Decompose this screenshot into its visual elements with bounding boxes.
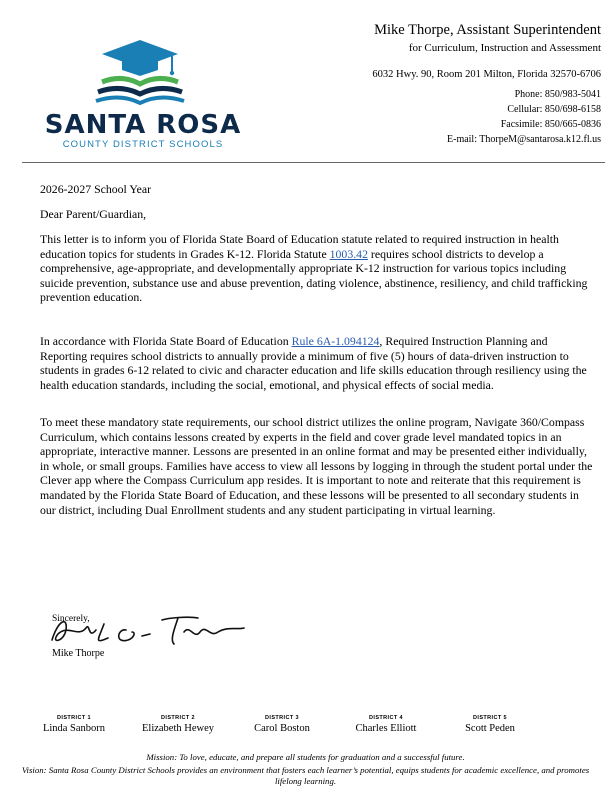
member-name: Scott Peden: [465, 723, 515, 734]
graduation-cap-book-icon: [92, 36, 188, 108]
district-logo: [30, 36, 250, 150]
school-year: 2026-2027 School Year: [40, 182, 152, 196]
paragraph-1-text-a: This letter is to inform you of Florida State Board of Education statute related to required instruction in health education topics for students in Grades K-12. Florida Statute: [40, 232, 559, 261]
district-member: [438, 715, 542, 734]
cellular: Cellular: 850/698-6158: [507, 104, 601, 115]
closing: Sincerely,: [52, 614, 90, 624]
greeting: Dear Parent/Guardian,: [40, 207, 147, 221]
vision-text: Santa Rosa County District Schools provides an environment that fosters each learner’s potential, equips students for academic excellence, and promotes lifelong learning.: [46, 765, 590, 786]
sender-title: for Curriculum, Instruction and Assessment: [408, 42, 601, 54]
logo-subtitle: COUNTY DISTRICT SCHOOLS: [62, 139, 224, 150]
district-member: [334, 715, 438, 734]
district-label: DISTRICT 1: [57, 715, 91, 721]
district-label: DISTRICT 5: [473, 715, 507, 721]
mission-statement: Mission: To love, educate, and prepare all students for graduation and a successful future.: [146, 752, 465, 762]
board-members: [22, 715, 542, 734]
member-name: Elizabeth Hewey: [141, 723, 214, 734]
paragraph-1-text-b: requires school districts to develop a comprehensive, age-appropriate, and developmentally appropriate K-12 instruction for various topics including suicide prevention, substance use and abuse prevention, dating violence, abstinence, resiliency, and child trafficking prevention education.: [40, 246, 588, 305]
member-name: Carol Boston: [254, 723, 310, 734]
district-member: [126, 715, 230, 734]
paragraph-2-text-b: , Required Instruction Planning and Reporting requires school districts to annually provide a minimum of five (5) hours of data-driven instruction to students in grades 6-12 related to civic and character education and life skills education through resiliency using the health education standards, including the social, emotional, and physical effects of social media.: [40, 334, 587, 392]
member-name: Linda Sanborn: [42, 723, 106, 734]
rule-link[interactable]: Rule 6A-1.094124: [291, 334, 380, 348]
contact-block: [447, 87, 601, 147]
logo-name: SANTA ROSA: [44, 110, 242, 140]
sender-address: 6032 Hwy. 90, Room 201 Milton, Florida 32570-6706: [372, 69, 601, 80]
sender-name: Mike Thorpe, Assistant Superintendent: [374, 22, 601, 38]
header-divider: [22, 162, 605, 163]
email: E-mail: ThorpeM@santarosa.k12.fl.us: [447, 134, 601, 145]
paragraph-3: To meet these mandatory state requirements, our school district utilizes the online program, Navigate 360/Compass Curriculum, which contains lessons created by experts in the field and cover grade level mandated topics in an appropriate, interactive manner. Lessons are presented in an online format and may be presented either individually, in whole, or small groups. Families have access to view all lessons by logging in through the student portal under the Clever app where the Compass Curriculum app resides. It is important to note and reiterate that this requirement is mandated by the Florida State Board of Education, and these lessons will be presented to all secondary students in our district, including Dual Enrollment students and any student participating in virtual learning.: [40, 415, 593, 517]
signer-name: Mike Thorpe: [52, 648, 105, 659]
facsimile: Facsimile: 850/665-0836: [500, 119, 601, 130]
vision-statement: [10, 765, 601, 787]
vision-label: Vision:: [21, 765, 47, 775]
paragraph-2-text-a: In accordance with Florida State Board of Education: [40, 334, 292, 348]
district-label: DISTRICT 3: [265, 715, 299, 721]
district-member: [22, 715, 126, 734]
statute-link[interactable]: 1003.42: [329, 246, 368, 261]
district-label: DISTRICT 2: [161, 715, 195, 721]
district-label: DISTRICT 4: [369, 715, 403, 721]
member-name: Charles Elliott: [355, 723, 417, 734]
district-member: [230, 715, 334, 734]
phone: Phone: 850/983-5041: [514, 89, 601, 100]
paragraph-1: [40, 232, 596, 305]
paragraph-2: [40, 334, 596, 392]
